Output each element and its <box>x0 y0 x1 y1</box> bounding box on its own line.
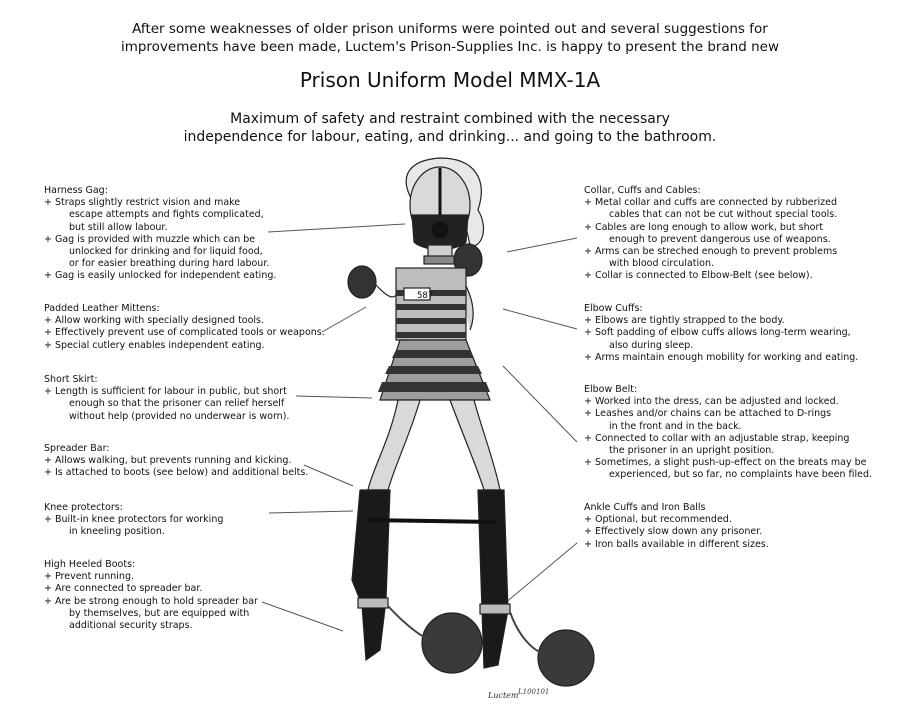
inmate-number: 587 <box>417 291 434 301</box>
section-heading: Knee protectors: <box>44 502 123 513</box>
section-line: cables that can not be cut without special tools. <box>609 209 838 221</box>
intro-line: After some weaknesses of older prison uniforms were pointed out and several suggestions for <box>132 21 768 37</box>
subtitle-line: Maximum of safety and restraint combined with the necessary <box>230 111 670 127</box>
section-line: + Soft padding of elbow cuffs allows long-term wearing, <box>584 327 851 339</box>
section-heading: Elbow Belt: <box>584 384 638 395</box>
section-line: + Length is sufficient for labour in public, but short <box>44 386 287 398</box>
section-heading: Short Skirt: <box>44 374 98 385</box>
section-line: but still allow labour. <box>69 221 168 233</box>
section-heading: High Heeled Boots: <box>44 559 136 570</box>
section-line: the prisoner in an upright position. <box>609 445 775 457</box>
section-high-heeled-boots <box>44 559 258 632</box>
section-line: + Arms can be streched enough to prevent problems <box>584 246 838 258</box>
section-line: escape attempts and fights complicated, <box>69 209 264 221</box>
section-line: + Worked into the dress, can be adjusted and locked. <box>584 396 839 408</box>
section-heading: Spreader Bar: <box>44 443 110 454</box>
section-line: + Gag is provided with muzzle which can be <box>44 233 256 245</box>
section-line: in the front and in the back. <box>609 420 742 432</box>
section-line: by themselves, but are equipped with <box>69 607 250 619</box>
section-padded-leather-mittens <box>44 303 325 352</box>
section-elbow-cuffs <box>584 303 858 364</box>
section-harness-gag <box>44 185 276 283</box>
section-line: experienced, but so far, no complaints have been filed. <box>609 469 873 481</box>
section-line: + Gag is easily unlocked for independent eating. <box>44 270 277 282</box>
section-spreader-bar <box>44 443 308 480</box>
section-collar-cuffs-cables <box>584 185 837 283</box>
section-line: also during sleep. <box>609 339 694 351</box>
section-heading: Elbow Cuffs: <box>584 303 643 314</box>
section-line: + Allows walking, but prevents running and kicking. <box>44 455 292 467</box>
section-line: + Allow working with specially designed tools. <box>44 315 265 327</box>
section-line: additional security straps. <box>69 620 193 632</box>
section-line: + Prevent running. <box>44 571 134 583</box>
page-title: Prison Uniform Model MMX-1A <box>299 68 601 92</box>
section-line: + Leashes and/or chains can be attached to D-rings <box>584 408 832 420</box>
section-line: + Iron balls available in different sizes. <box>584 538 769 550</box>
section-line: unlocked for drinking and for liquid food, <box>69 246 263 258</box>
section-line: + Connected to collar with an adjustable strap, keeping <box>584 432 850 444</box>
section-line: + Effectively prevent use of complicated tools or weapons. <box>44 327 325 339</box>
subtitle-line: independence for labour, eating, and drinking... and going to the bathroom. <box>183 129 717 145</box>
section-line: with blood circulation. <box>609 258 715 270</box>
intro-line: improvements have been made, Luctem's Prison-Supplies Inc. is happy to present the brand new <box>120 39 780 55</box>
signature: Luctem <box>488 691 519 700</box>
section-line: + Sometimes, a slight push-up-effect on the breats may be <box>584 457 867 469</box>
section-line: or for easier breathing during hard labour. <box>69 258 270 270</box>
section-heading: Collar, Cuffs and Cables: <box>584 185 701 196</box>
section-ankle-cuffs-iron-balls <box>584 502 769 551</box>
section-line: enough so that the prisoner can relief herself <box>69 398 285 410</box>
section-heading: Padded Leather Mittens: <box>44 303 160 314</box>
section-line: + Arms maintain enough mobility for working and eating. <box>584 351 859 363</box>
section-line: + Is attached to boots (see below) and additional belts. <box>44 467 309 479</box>
section-line: + Collar is connected to Elbow-Belt (see below). <box>584 270 813 282</box>
section-line: + Built-in knee protectors for working <box>44 514 224 526</box>
section-line: + Special cutlery enables independent eating. <box>44 339 265 351</box>
section-line: + Optional, but recommended. <box>584 514 732 526</box>
signature-date: L100101 <box>518 688 550 696</box>
section-line: enough to prevent dangerous use of weapons. <box>609 233 831 245</box>
section-line: + Effectively slow down any prisoner. <box>584 526 763 538</box>
section-line: + Straps slightly restrict vision and make <box>44 197 241 209</box>
section-heading: Ankle Cuffs and Iron Balls <box>584 502 706 513</box>
section-line: in kneeling position. <box>69 526 165 538</box>
section-line: + Are connected to spreader bar. <box>44 583 203 595</box>
section-line: + Elbows are tightly strapped to the body. <box>584 315 785 327</box>
section-short-skirt <box>44 374 289 423</box>
section-line: + Cables are long enough to allow work, but short <box>584 221 824 233</box>
section-line: without help (provided no underwear is worn). <box>69 410 290 422</box>
section-knee-protectors <box>44 502 223 539</box>
section-elbow-belt <box>584 384 872 482</box>
section-line: + Metal collar and cuffs are connected by rubberized <box>584 197 837 209</box>
section-heading: Harness Gag: <box>44 185 108 196</box>
section-line: + Are be strong enough to hold spreader bar <box>44 595 258 607</box>
